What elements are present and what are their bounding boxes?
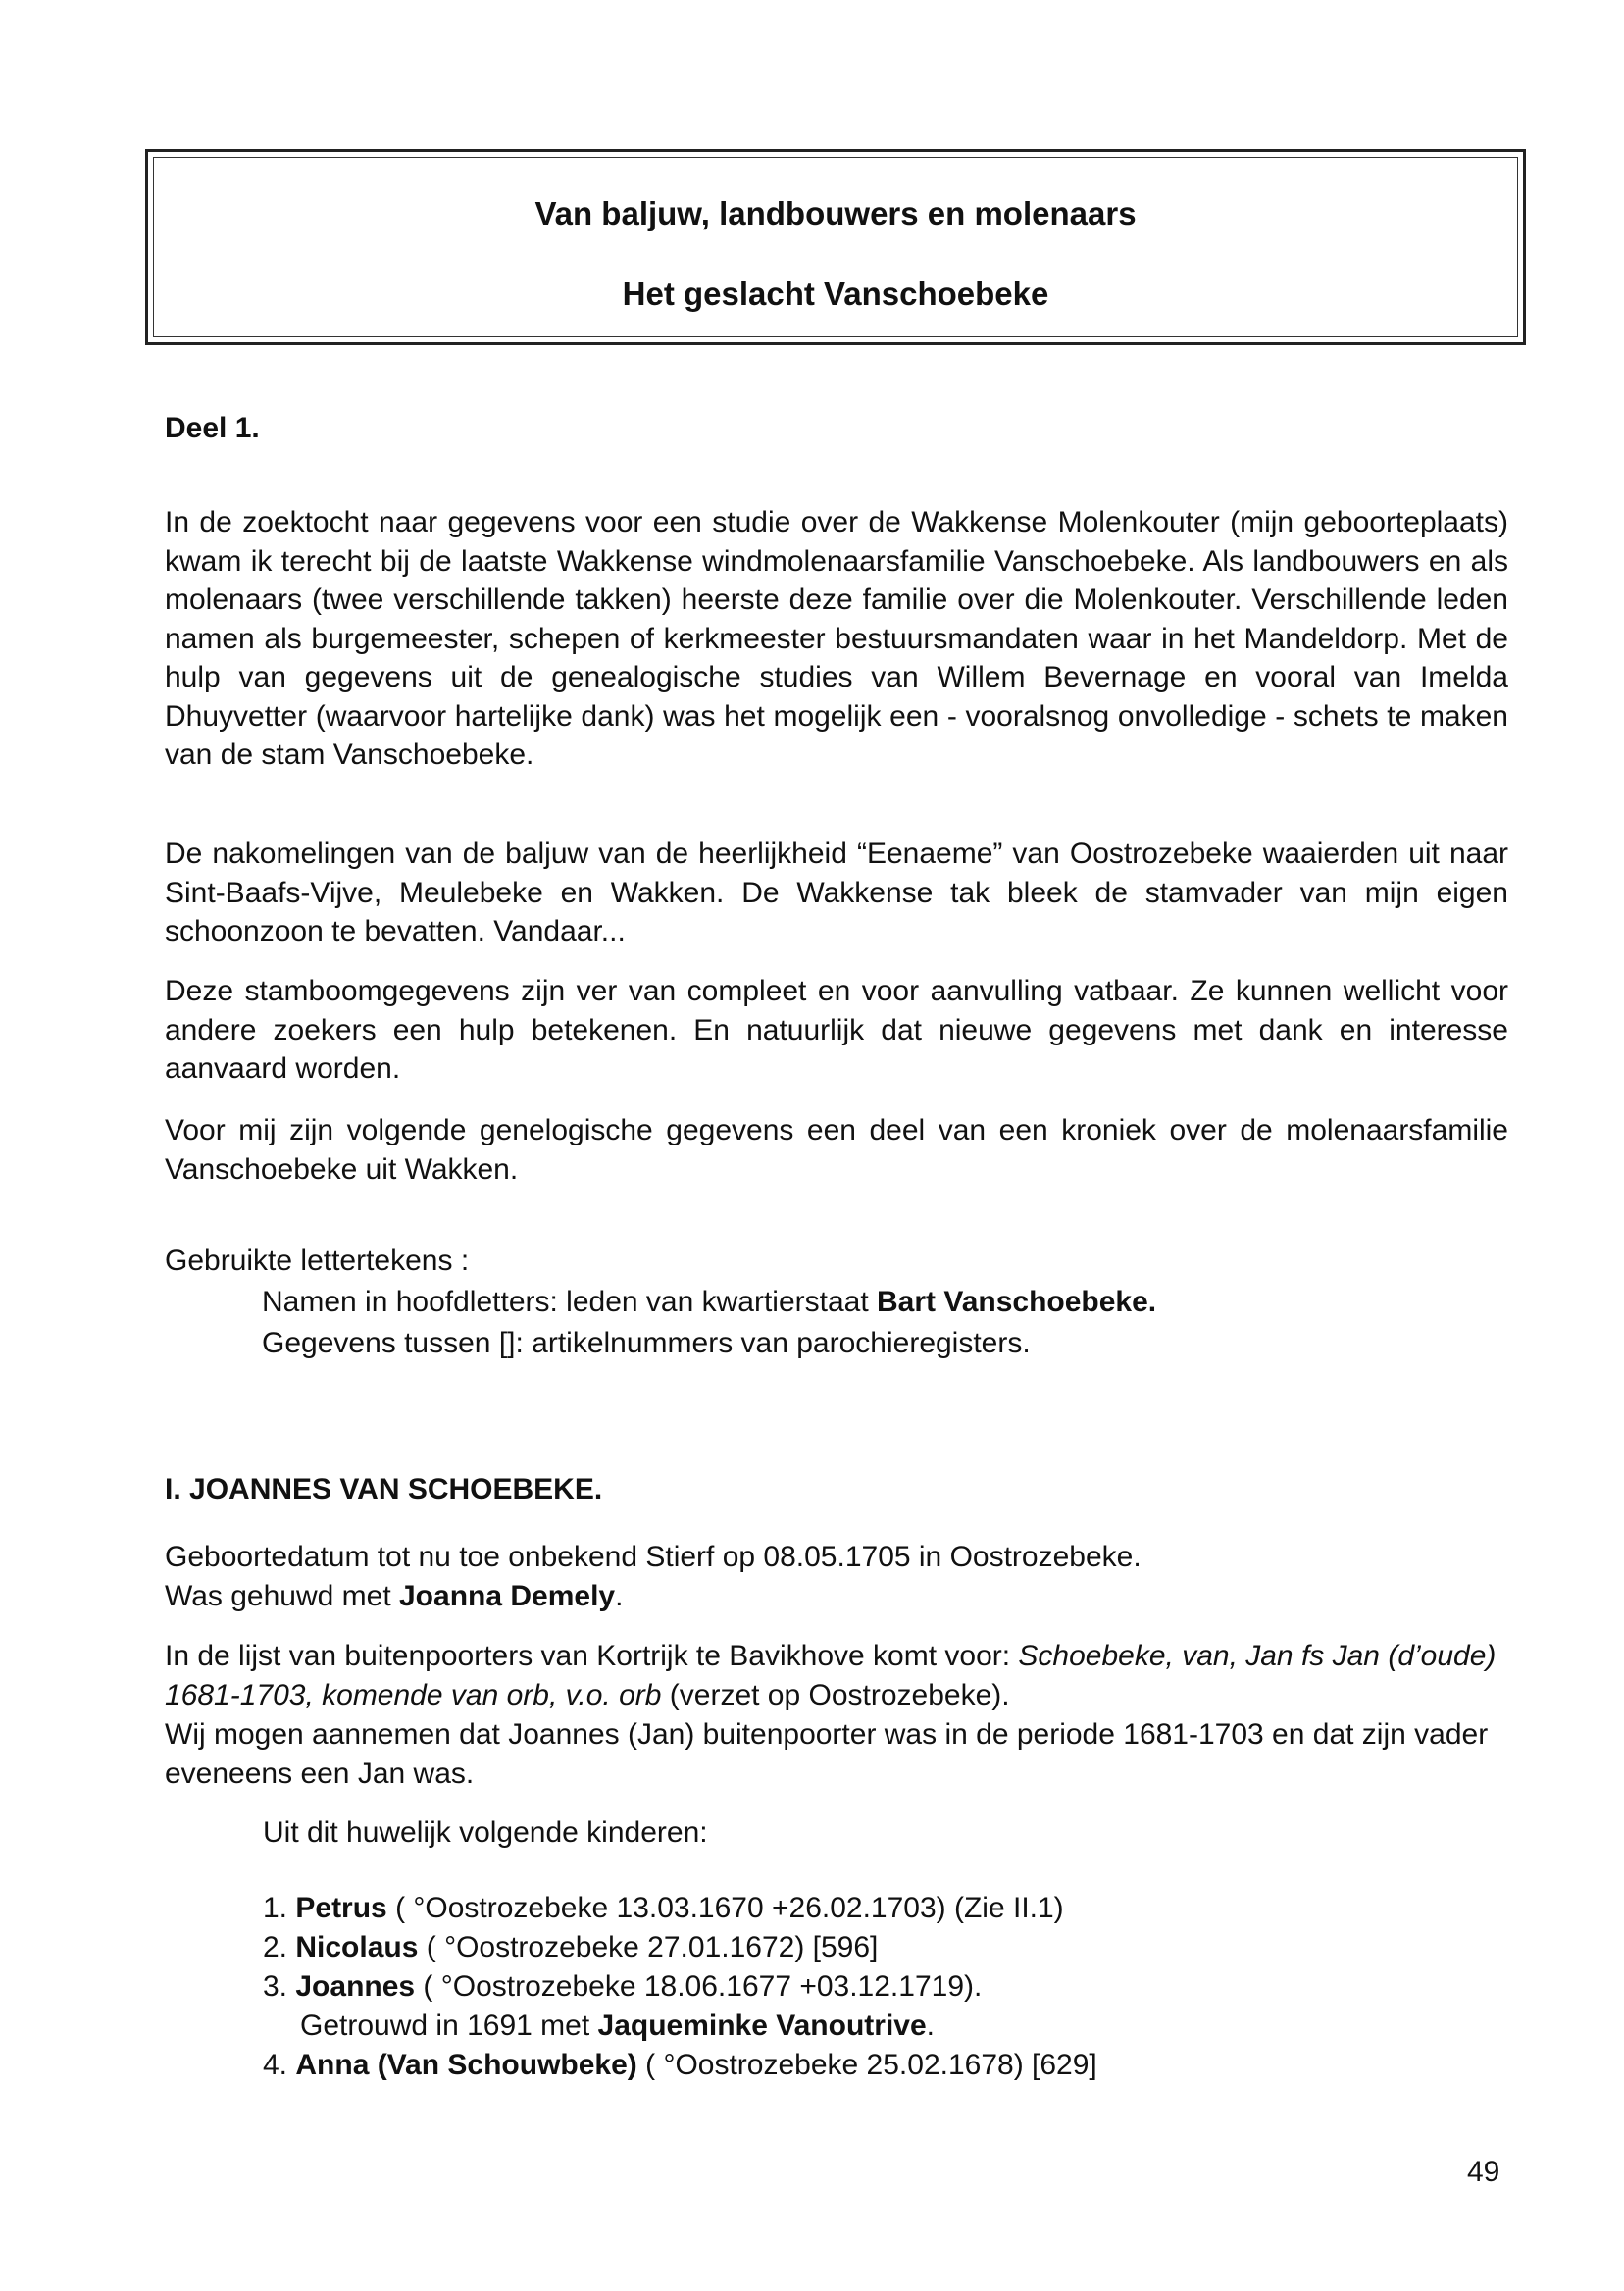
- marriage-spouse: Jaqueminke Vanoutrive: [597, 2010, 927, 2042]
- child-name: Nicolaus: [295, 1931, 419, 1963]
- list-item: [263, 2046, 1097, 2085]
- list-prefix: In de lijst van buitenpoorters van Kortrijk te Bavikhove komt voor:: [165, 1640, 1019, 1672]
- intro-paragraph-1: In de zoektocht naar gegevens voor een studie over de Wakkense Molenkouter (mijn geboorteplaats) kwam ik terecht bij de laatste Wakkense windmolenaarsfamilie Vanschoebeke. Als landbouwers en als molenaars (twee verschillende takken) heerste deze familie over die Molenkouter. Verschillende leden namen als burgemeester, schepen of kerkmeester bestuursmandaten waar in het Mandeldorp. Met de hulp van gegevens uit de genealogische studies van Willem Bevernage en vooral van Imelda Dhuyvetter (waarvoor hartelijke dank) was het mogelijk een - vooralsnog onvolledige - schets te maken van de stam Vanschoebeke.: [165, 506, 1508, 771]
- child-number: 4.: [263, 2049, 288, 2081]
- child-name: Joannes: [295, 1970, 416, 2003]
- marriage-line: [263, 2010, 935, 2042]
- child-name: Anna: [295, 2049, 370, 2081]
- child-number: 2.: [263, 1931, 288, 1963]
- list-item: [263, 1889, 1097, 1928]
- legend-heading: Gebruikte lettertekens :: [165, 1245, 470, 1277]
- subtitle: Het geslacht Vanschoebeke: [622, 276, 1049, 312]
- intro-paragraph-3: Deze stamboomgegevens zijn ver van compleet en voor aanvulling vatbaar. Ze kunnen wellicht voor andere zoekers een hulp betekenen. En natuurlijk dat nieuwe gegevens met dank en interesse aanvaard worden.: [165, 975, 1508, 1085]
- child-alt-name: Van Schouwbeke: [386, 2049, 628, 2081]
- list-item-sub: [263, 2007, 1097, 2046]
- birth-line: Geboortedatum tot nu toe onbekend Stierf op 08.05.1705 in Oostrozebeke.: [165, 1541, 1142, 1573]
- list-citation: Schoebeke, van, Jan fs Jan (d’oude) 1681-1703, komende van orb, v.o. orb: [165, 1640, 1497, 1711]
- married-suffix: .: [615, 1580, 624, 1612]
- intro-paragraph-4: Voor mij zijn volgende genelogische gegevens een deel van een kroniek over de molenaarsfamilie Vanschoebeke uit Wakken.: [165, 1114, 1508, 1186]
- marriage-text: Getrouwd in 1691 met: [300, 2010, 598, 2042]
- child-number: 1.: [263, 1892, 288, 1924]
- list-sentence: [165, 1637, 1508, 1715]
- child-detail: ( °Oostrozebeke 27.01.1672) [596]: [418, 1931, 879, 1963]
- legend-line-2: Gegevens tussen []: artikelnummers van parochieregisters.: [262, 1327, 1031, 1359]
- title-box: [145, 149, 1526, 345]
- legend-line-1-name: Bart Vanschoebeke.: [877, 1286, 1157, 1318]
- page-number: 49: [1467, 2156, 1500, 2188]
- child-name: Petrus: [295, 1892, 387, 1924]
- married-line: [165, 1577, 1508, 1616]
- main-title: Van baljuw, landbouwers en molenaars: [534, 195, 1137, 231]
- child-detail: ( °Oostrozebeke 18.06.1677 +03.12.1719).: [415, 1970, 983, 2003]
- legend-line-1: [165, 1282, 1156, 1323]
- list-suffix: (verzet op Oostrozebeke).: [661, 1679, 1010, 1711]
- list-item: [263, 1928, 1097, 1967]
- child-number: 3.: [263, 1970, 288, 2003]
- spouse-name: Joanna Demely: [399, 1580, 616, 1612]
- legend: [165, 1241, 1156, 1364]
- person-heading: I. JOANNES VAN SCHOEBEKE.: [165, 1473, 603, 1505]
- child-detail: ( °Oostrozebeke 25.02.1678) [629]: [636, 2049, 1097, 2081]
- married-prefix: Was gehuwd met: [165, 1580, 399, 1612]
- buitenpoorter-paragraph: [165, 1637, 1508, 1794]
- children-intro: Uit dit huwelijk volgende kinderen:: [263, 1816, 708, 1849]
- child-name-extra-open: (: [369, 2049, 387, 2081]
- legend-line-1-text: Namen in hoofdletters: leden van kwartierstaat: [262, 1286, 877, 1318]
- intro-paragraph-2: De nakomelingen van de baljuw van de heerlijkheid “Eenaeme” van Oostrozebeke waaierden uit naar Sint-Baafs-Vijve, Meulebeke en Wakken. De Wakkense tak bleek de stamvader van mijn eigen schoonzoon te bevatten. Vandaar...: [165, 838, 1508, 947]
- marriage-end: .: [926, 2010, 935, 2042]
- buitenpoorter-note: Wij mogen aannemen dat Joannes (Jan) buitenpoorter was in de periode 1681-1703 en dat zijn vader eveneens een Jan was.: [165, 1718, 1489, 1790]
- person-facts: [165, 1538, 1508, 1616]
- child-name-extra-close: ): [627, 2049, 637, 2081]
- child-detail: ( °Oostrozebeke 13.03.1670 +26.02.1703) (Zie II.1): [386, 1892, 1064, 1924]
- children-list: [263, 1889, 1097, 2085]
- list-item: [263, 1967, 1097, 2007]
- section-label: Deel 1.: [165, 412, 260, 444]
